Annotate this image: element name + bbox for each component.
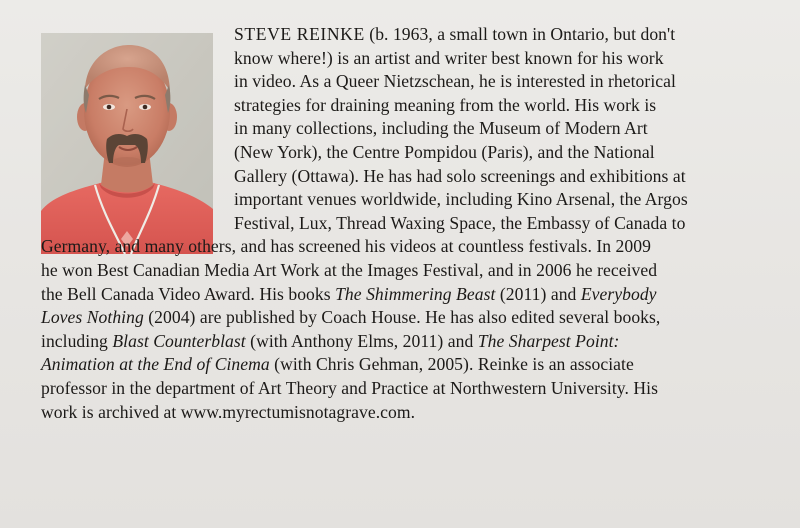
book-title: The Sharpest Point: bbox=[477, 330, 620, 351]
bio-line: he won Best Canadian Media Art Work at the Images Festival, and in 2006 he received bbox=[41, 259, 658, 280]
bio-line: (New York), the Centre Pompidou (Paris), and the National bbox=[234, 141, 655, 162]
book-title: Loves Nothing bbox=[41, 307, 144, 328]
bio-line: important venues worldwide, including Kino Arsenal, the Argos bbox=[234, 189, 688, 210]
bio-line: in many collections, including the Museum of Modern Art bbox=[234, 118, 648, 139]
book-title: Blast Counterblast bbox=[112, 330, 246, 351]
bio-line: including Blast Counterblast (with Anthony Elms, 2011) and The Sharpest Point: bbox=[41, 330, 620, 351]
bio-line: know where!) is an artist and writer best known for his work bbox=[234, 47, 664, 68]
bio-line: Festival, Lux, Thread Waxing Space, the Embassy of Canada to bbox=[234, 212, 686, 233]
bio-text bbox=[41, 23, 781, 424]
bio-line: the Bell Canada Video Award. His books The Shimmering Beast (2011) and Everybody bbox=[41, 283, 657, 304]
bio-line: Gallery (Ottawa). He has had solo screenings and exhibitions at bbox=[234, 165, 686, 186]
bio-line: STEVE REINKE (b. 1963, a small town in Ontario, but don't bbox=[234, 24, 676, 44]
book-title: The Shimmering Beast bbox=[335, 283, 496, 304]
author-name: STEVE REINKE bbox=[234, 24, 365, 44]
bio-line: Animation at the End of Cinema (with Chris Gehman, 2005). Reinke is an associate bbox=[41, 354, 634, 375]
bio-line: strategies for draining meaning from the world. His work is bbox=[234, 94, 657, 115]
book-title: Everybody bbox=[580, 283, 657, 304]
bio-line: professor in the department of Art Theory and Practice at Northwestern University. His bbox=[41, 377, 658, 398]
bio-line: work is archived at www.myrectumisnotagrave.com. bbox=[41, 401, 416, 422]
bio-line: in video. As a Queer Nietzschean, he is interested in rhetorical bbox=[234, 71, 676, 92]
bio-line: Germany, and many others, and has screened his videos at countless festivals. In 2009 bbox=[41, 236, 651, 257]
bio-line: Loves Nothing (2004) are published by Coach House. He has also edited several books, bbox=[41, 307, 661, 328]
book-title: Animation at the End of Cinema bbox=[41, 354, 270, 375]
